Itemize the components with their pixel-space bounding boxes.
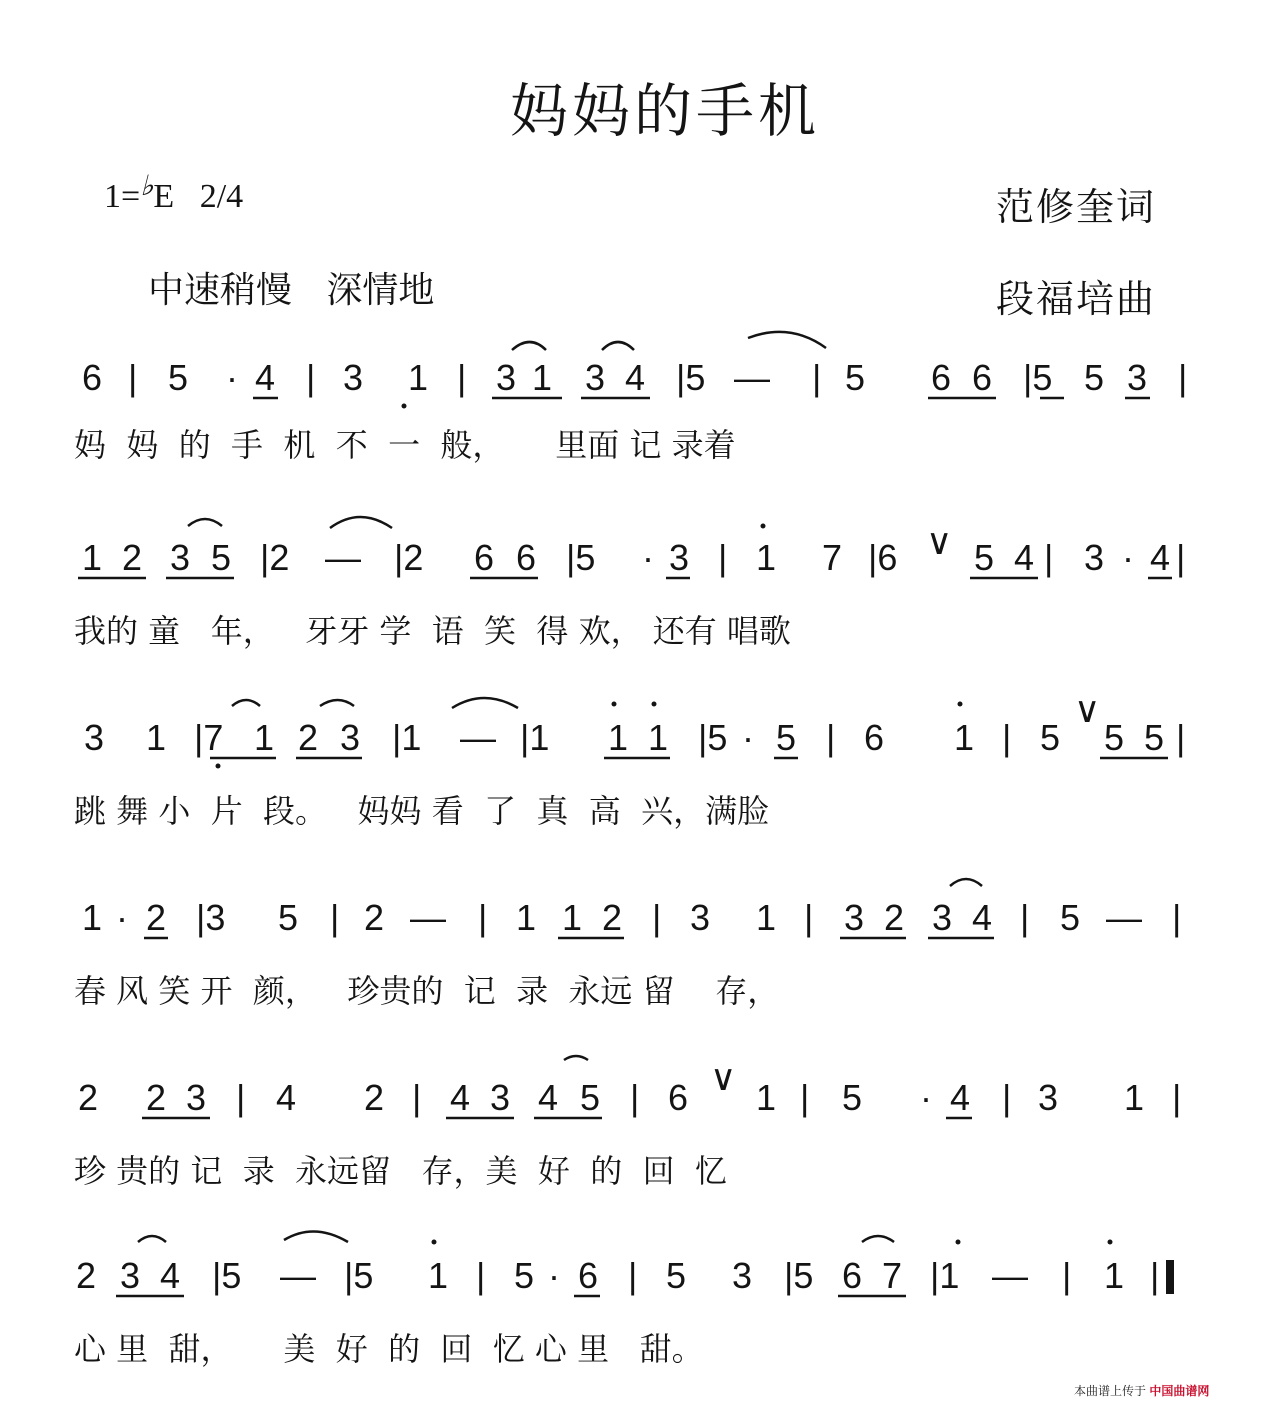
svg-text:1: 1 bbox=[516, 897, 537, 938]
svg-text:2: 2 bbox=[364, 897, 385, 938]
svg-text:∨: ∨ bbox=[926, 521, 953, 562]
svg-text:3: 3 bbox=[690, 897, 711, 938]
svg-text:5: 5 bbox=[1104, 717, 1125, 758]
svg-text:5: 5 bbox=[845, 357, 866, 398]
time-signature: 2/4 bbox=[199, 178, 244, 215]
lyrics-line-5: 珍 贵的 记 录 永远留 存，美 好 的 回 忆 bbox=[74, 1152, 727, 1190]
svg-text:1: 1 bbox=[428, 1255, 449, 1296]
site-logo-text[interactable]: 中国曲谱网 bbox=[1149, 1384, 1210, 1398]
svg-text:3: 3 bbox=[1084, 537, 1105, 578]
svg-text:|: | bbox=[1176, 717, 1186, 758]
svg-text:|6: |6 bbox=[868, 537, 898, 578]
svg-text:|7: |7 bbox=[194, 717, 224, 758]
svg-text:|: | bbox=[1150, 1255, 1160, 1296]
notation-glyphs bbox=[82, 357, 1187, 398]
svg-text:2: 2 bbox=[364, 1077, 385, 1118]
key-signature bbox=[104, 171, 244, 216]
svg-text:1: 1 bbox=[146, 717, 167, 758]
notation-line-3 bbox=[0, 690, 1269, 770]
svg-text:2: 2 bbox=[146, 897, 167, 938]
svg-text:|2: |2 bbox=[260, 537, 290, 578]
svg-text:3: 3 bbox=[84, 717, 105, 758]
svg-text:5: 5 bbox=[278, 897, 299, 938]
high-dot bbox=[432, 1240, 437, 1245]
svg-text:|: | bbox=[1002, 1077, 1012, 1118]
svg-text:7: 7 bbox=[822, 537, 843, 578]
svg-text:4: 4 bbox=[1150, 537, 1171, 578]
svg-text:4: 4 bbox=[450, 1077, 471, 1118]
svg-text:2: 2 bbox=[122, 537, 143, 578]
svg-text:·: · bbox=[1122, 537, 1134, 578]
svg-text:|5: |5 bbox=[676, 357, 706, 398]
svg-text:|: | bbox=[1176, 537, 1186, 578]
svg-text:—: — bbox=[325, 537, 361, 578]
underlines bbox=[78, 517, 1172, 578]
svg-text:|: | bbox=[804, 897, 814, 938]
lyricist-credit: 范修奎词 bbox=[996, 185, 1157, 229]
svg-text:5: 5 bbox=[1040, 717, 1061, 758]
svg-text:·: · bbox=[226, 357, 238, 398]
svg-text:5: 5 bbox=[580, 1077, 601, 1118]
svg-text:|: | bbox=[630, 1077, 640, 1118]
svg-text:5: 5 bbox=[842, 1077, 863, 1118]
notation-line-2 bbox=[0, 510, 1269, 590]
svg-text:|5: |5 bbox=[784, 1255, 814, 1296]
svg-text:|: | bbox=[1062, 1255, 1072, 1296]
svg-text:|: | bbox=[1178, 357, 1188, 398]
staff-2 bbox=[0, 510, 1269, 660]
svg-text:3: 3 bbox=[1127, 357, 1148, 398]
svg-text:|5: |5 bbox=[698, 717, 728, 758]
lyrics-line-6: 心 里 甜， 美 好 的 回 忆 心 里 甜。 bbox=[74, 1330, 704, 1368]
svg-text:1: 1 bbox=[954, 717, 975, 758]
svg-text:|: | bbox=[800, 1077, 810, 1118]
svg-text:—: — bbox=[460, 717, 496, 758]
svg-text:3: 3 bbox=[340, 717, 361, 758]
svg-text:3: 3 bbox=[732, 1255, 753, 1296]
svg-text:5: 5 bbox=[211, 537, 232, 578]
svg-text:3: 3 bbox=[932, 897, 953, 938]
svg-text:|: | bbox=[1172, 1077, 1182, 1118]
svg-text:1: 1 bbox=[756, 537, 777, 578]
svg-text:4: 4 bbox=[255, 357, 276, 398]
svg-text:|: | bbox=[1002, 717, 1012, 758]
svg-text:3: 3 bbox=[343, 357, 364, 398]
svg-text:|5: |5 bbox=[1023, 357, 1053, 398]
svg-text:5: 5 bbox=[666, 1255, 687, 1296]
svg-text:4: 4 bbox=[972, 897, 993, 938]
svg-text:2: 2 bbox=[298, 717, 319, 758]
svg-text:—: — bbox=[280, 1255, 316, 1296]
notation-glyphs bbox=[82, 897, 1181, 938]
svg-text:4: 4 bbox=[276, 1077, 297, 1118]
lyrics-line-1: 妈 妈 的 手 机 不 一 般， 里面 记 录着 bbox=[74, 426, 736, 464]
notation-line-5 bbox=[0, 1050, 1269, 1130]
svg-text:6: 6 bbox=[578, 1255, 599, 1296]
svg-text:|: | bbox=[457, 357, 467, 398]
svg-text:|: | bbox=[476, 1255, 486, 1296]
svg-text:5: 5 bbox=[1144, 717, 1165, 758]
svg-text:5: 5 bbox=[514, 1255, 535, 1296]
lyrics-line-3: 跳 舞 小 片 段。 妈妈 看 了 真 高 兴，满脸 bbox=[74, 792, 770, 830]
high-dot bbox=[956, 1240, 961, 1245]
svg-text:1: 1 bbox=[532, 357, 553, 398]
staff-6 bbox=[0, 1228, 1269, 1378]
high-dot bbox=[652, 702, 657, 707]
staff-4 bbox=[0, 870, 1269, 1020]
svg-text:|: | bbox=[412, 1077, 422, 1118]
svg-text:1: 1 bbox=[648, 717, 669, 758]
svg-text:3: 3 bbox=[1038, 1077, 1059, 1118]
svg-text:—: — bbox=[1106, 897, 1142, 938]
tempo-marking: 中速稍慢 深情地 bbox=[148, 270, 435, 311]
svg-text:|: | bbox=[478, 897, 488, 938]
svg-text:5: 5 bbox=[168, 357, 189, 398]
notation-glyphs bbox=[76, 1255, 1159, 1296]
svg-text:|: | bbox=[330, 897, 340, 938]
svg-text:5: 5 bbox=[1060, 897, 1081, 938]
svg-text:3: 3 bbox=[186, 1077, 207, 1118]
svg-text:2: 2 bbox=[602, 897, 623, 938]
svg-text:3: 3 bbox=[490, 1077, 511, 1118]
svg-text:∨: ∨ bbox=[710, 1057, 737, 1098]
svg-text:|: | bbox=[1020, 897, 1030, 938]
svg-text:|: | bbox=[306, 357, 316, 398]
svg-text:6: 6 bbox=[668, 1077, 689, 1118]
notation-line-4 bbox=[0, 870, 1269, 950]
svg-text:|: | bbox=[718, 537, 728, 578]
footer-text: 本曲谱上传于 bbox=[1074, 1384, 1147, 1398]
notation-line-6 bbox=[0, 1228, 1269, 1308]
svg-text:|5: |5 bbox=[566, 537, 596, 578]
upload-footer bbox=[1074, 1382, 1209, 1399]
high-dot bbox=[1108, 1240, 1113, 1245]
svg-text:|: | bbox=[628, 1255, 638, 1296]
svg-text:|1: |1 bbox=[392, 717, 422, 758]
svg-text:1: 1 bbox=[82, 537, 103, 578]
svg-text:6: 6 bbox=[972, 357, 993, 398]
svg-text:|1: |1 bbox=[520, 717, 550, 758]
svg-text:6: 6 bbox=[864, 717, 885, 758]
flat-icon: ♭ bbox=[140, 171, 154, 202]
svg-text:2: 2 bbox=[78, 1077, 99, 1118]
svg-text:2: 2 bbox=[76, 1255, 97, 1296]
svg-text:5: 5 bbox=[974, 537, 995, 578]
svg-text:|: | bbox=[1044, 537, 1054, 578]
svg-text:·: · bbox=[742, 717, 754, 758]
low-dot bbox=[216, 764, 221, 769]
song-title: 妈妈的手机 bbox=[509, 77, 820, 145]
svg-text:4: 4 bbox=[625, 357, 646, 398]
svg-text:6: 6 bbox=[474, 537, 495, 578]
svg-text:|: | bbox=[812, 357, 822, 398]
svg-text:3: 3 bbox=[120, 1255, 141, 1296]
svg-text:4: 4 bbox=[950, 1077, 971, 1118]
final-barline bbox=[1166, 1260, 1174, 1294]
lyrics-line-4: 春 风 笑 开 颜， 珍贵的 记 录 永远 留 存， bbox=[74, 972, 780, 1010]
notation-glyphs bbox=[82, 521, 1185, 578]
staff-3 bbox=[0, 690, 1269, 840]
svg-text:|5: |5 bbox=[212, 1255, 242, 1296]
key-tonic: E bbox=[153, 178, 175, 215]
svg-text:|: | bbox=[1172, 897, 1182, 938]
svg-text:|3: |3 bbox=[196, 897, 226, 938]
svg-text:|: | bbox=[652, 897, 662, 938]
svg-text:6: 6 bbox=[516, 537, 537, 578]
svg-text:1: 1 bbox=[254, 717, 275, 758]
svg-text:1: 1 bbox=[408, 357, 429, 398]
svg-text:—: — bbox=[734, 357, 770, 398]
svg-text:5: 5 bbox=[1084, 357, 1105, 398]
composer-credit: 段福培曲 bbox=[996, 277, 1157, 321]
svg-text:|2: |2 bbox=[394, 537, 424, 578]
svg-text:3: 3 bbox=[585, 357, 606, 398]
notation-line-1 bbox=[0, 330, 1269, 410]
svg-text:1: 1 bbox=[82, 897, 103, 938]
svg-text:6: 6 bbox=[82, 357, 103, 398]
svg-text:∨: ∨ bbox=[1074, 689, 1101, 730]
svg-text:|1: |1 bbox=[930, 1255, 960, 1296]
svg-text:7: 7 bbox=[882, 1255, 903, 1296]
low-dot bbox=[402, 404, 407, 409]
svg-text:—: — bbox=[410, 897, 446, 938]
svg-text:·: · bbox=[642, 537, 654, 578]
svg-text:1: 1 bbox=[756, 1077, 777, 1118]
svg-text:·: · bbox=[116, 897, 128, 938]
svg-text:6: 6 bbox=[842, 1255, 863, 1296]
svg-text:3: 3 bbox=[669, 537, 690, 578]
staff-1 bbox=[0, 330, 1269, 480]
svg-text:·: · bbox=[548, 1255, 560, 1296]
svg-text:6: 6 bbox=[931, 357, 952, 398]
high-dot bbox=[761, 524, 766, 529]
key-prefix: 1= bbox=[104, 178, 141, 215]
svg-text:4: 4 bbox=[1014, 537, 1035, 578]
svg-text:1: 1 bbox=[756, 897, 777, 938]
high-dot bbox=[612, 702, 617, 707]
svg-text:—: — bbox=[992, 1255, 1028, 1296]
svg-text:|: | bbox=[826, 717, 836, 758]
high-dot bbox=[958, 702, 963, 707]
svg-text:1: 1 bbox=[562, 897, 583, 938]
svg-text:|5: |5 bbox=[344, 1255, 374, 1296]
svg-text:4: 4 bbox=[538, 1077, 559, 1118]
svg-text:1: 1 bbox=[1124, 1077, 1145, 1118]
svg-text:2: 2 bbox=[884, 897, 905, 938]
svg-text:|: | bbox=[236, 1077, 246, 1118]
svg-text:1: 1 bbox=[608, 717, 629, 758]
svg-text:2: 2 bbox=[146, 1077, 167, 1118]
notation-glyphs bbox=[78, 1057, 1181, 1118]
svg-text:3: 3 bbox=[170, 537, 191, 578]
svg-text:3: 3 bbox=[496, 357, 517, 398]
svg-text:·: · bbox=[920, 1077, 932, 1118]
svg-text:5: 5 bbox=[776, 717, 797, 758]
svg-text:1: 1 bbox=[1104, 1255, 1125, 1296]
svg-text:4: 4 bbox=[160, 1255, 181, 1296]
lyrics-line-2: 我的 童 年， 牙牙 学 语 笑 得 欢， 还有 唱歌 bbox=[74, 612, 791, 650]
svg-text:3: 3 bbox=[844, 897, 865, 938]
staff-5 bbox=[0, 1050, 1269, 1200]
svg-text:|: | bbox=[128, 357, 138, 398]
